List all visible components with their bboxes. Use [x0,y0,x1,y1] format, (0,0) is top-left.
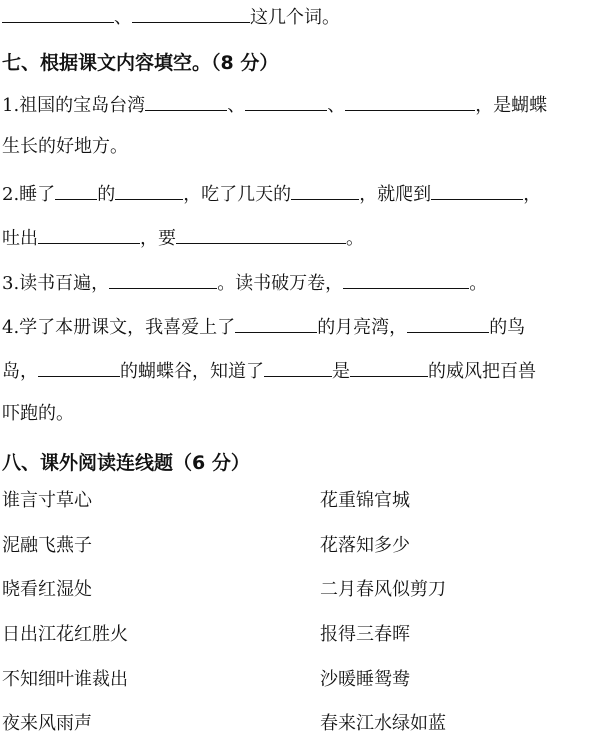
blank[interactable] [109,270,217,289]
q4-l2a: 岛， [2,361,38,382]
left-item[interactable]: 泥融飞燕子 [2,535,92,556]
right-item[interactable]: 二月春风似剪刀 [320,579,446,600]
q2-l2c: 。 [346,228,364,249]
blank[interactable] [350,358,428,377]
blank[interactable] [55,181,97,200]
q3-p3: 。 [469,273,488,294]
q2-p5: ， [523,184,542,205]
top-suffix: 这几个词。 [250,7,340,28]
q4-p2: 的月亮湾， [317,317,408,338]
q2-p3: ，吃了几天的 [183,184,292,205]
q4-p3: 的鸟 [489,317,526,338]
right-item[interactable]: 沙暖睡鸳鸯 [320,669,410,690]
q4-l2d: 的威风把百兽 [428,361,536,382]
q1-sep2: 、 [327,95,346,116]
blank[interactable] [38,358,120,377]
blank[interactable] [345,92,475,111]
section7-heading: 七、根据课文内容填空。（8 分） [2,52,279,74]
q4-l2b: 的蝴蝶谷，知道了 [120,361,264,382]
q4-p1: 4.学了本册课文，我喜爱上了 [2,317,236,338]
left-item[interactable]: 日出江花红胜火 [2,624,128,645]
q2-p2: 的 [97,184,116,205]
top-line [2,4,340,30]
right-item[interactable]: 报得三春晖 [320,624,410,645]
q3-p1: 3.读书百遍， [2,273,110,294]
q4-l2c: 是 [332,361,350,382]
left-item[interactable]: 夜来风雨声 [2,713,92,734]
blank[interactable] [235,314,317,333]
q2-line2 [2,225,364,251]
blank[interactable] [264,358,332,377]
left-item[interactable]: 谁言寸草心 [2,490,92,511]
q2-l2a: 吐出 [2,228,38,249]
q1-prefix: 1.祖国的宝岛台湾 [2,95,146,116]
top-sep: 、 [114,7,132,28]
blank[interactable] [145,92,227,111]
q4-line3: 吓跑的。 [2,403,74,424]
q1-suffix: ，是蝴蝶 [475,95,548,116]
q1-line2: 生长的好地方。 [2,136,128,157]
q2-l2b: ，要 [140,228,176,249]
blank[interactable] [2,4,114,23]
left-item[interactable]: 晓看红湿处 [2,579,92,600]
q1-line1 [2,92,547,118]
left-item[interactable]: 不知细叶谁裁出 [2,669,128,690]
blank[interactable] [176,225,346,244]
q3-line [2,270,487,296]
right-item[interactable]: 春来江水绿如蓝 [320,713,446,734]
blank[interactable] [291,181,359,200]
blank[interactable] [343,270,469,289]
q2-p1: 2.睡了 [2,184,56,205]
blank[interactable] [431,181,523,200]
q2-p4: ，就爬到 [359,184,432,205]
blank[interactable] [115,181,183,200]
q2-line1 [2,181,541,207]
blank[interactable] [38,225,140,244]
q4-line1 [2,314,525,340]
q3-p2: 。读书破万卷， [217,273,344,294]
blank[interactable] [245,92,327,111]
blank[interactable] [132,4,250,23]
right-item[interactable]: 花落知多少 [320,535,410,556]
q1-sep1: 、 [227,95,246,116]
right-item[interactable]: 花重锦官城 [320,490,410,511]
q4-line2 [2,358,536,384]
blank[interactable] [407,314,489,333]
section8-heading: 八、课外阅读连线题（6 分） [2,452,250,474]
